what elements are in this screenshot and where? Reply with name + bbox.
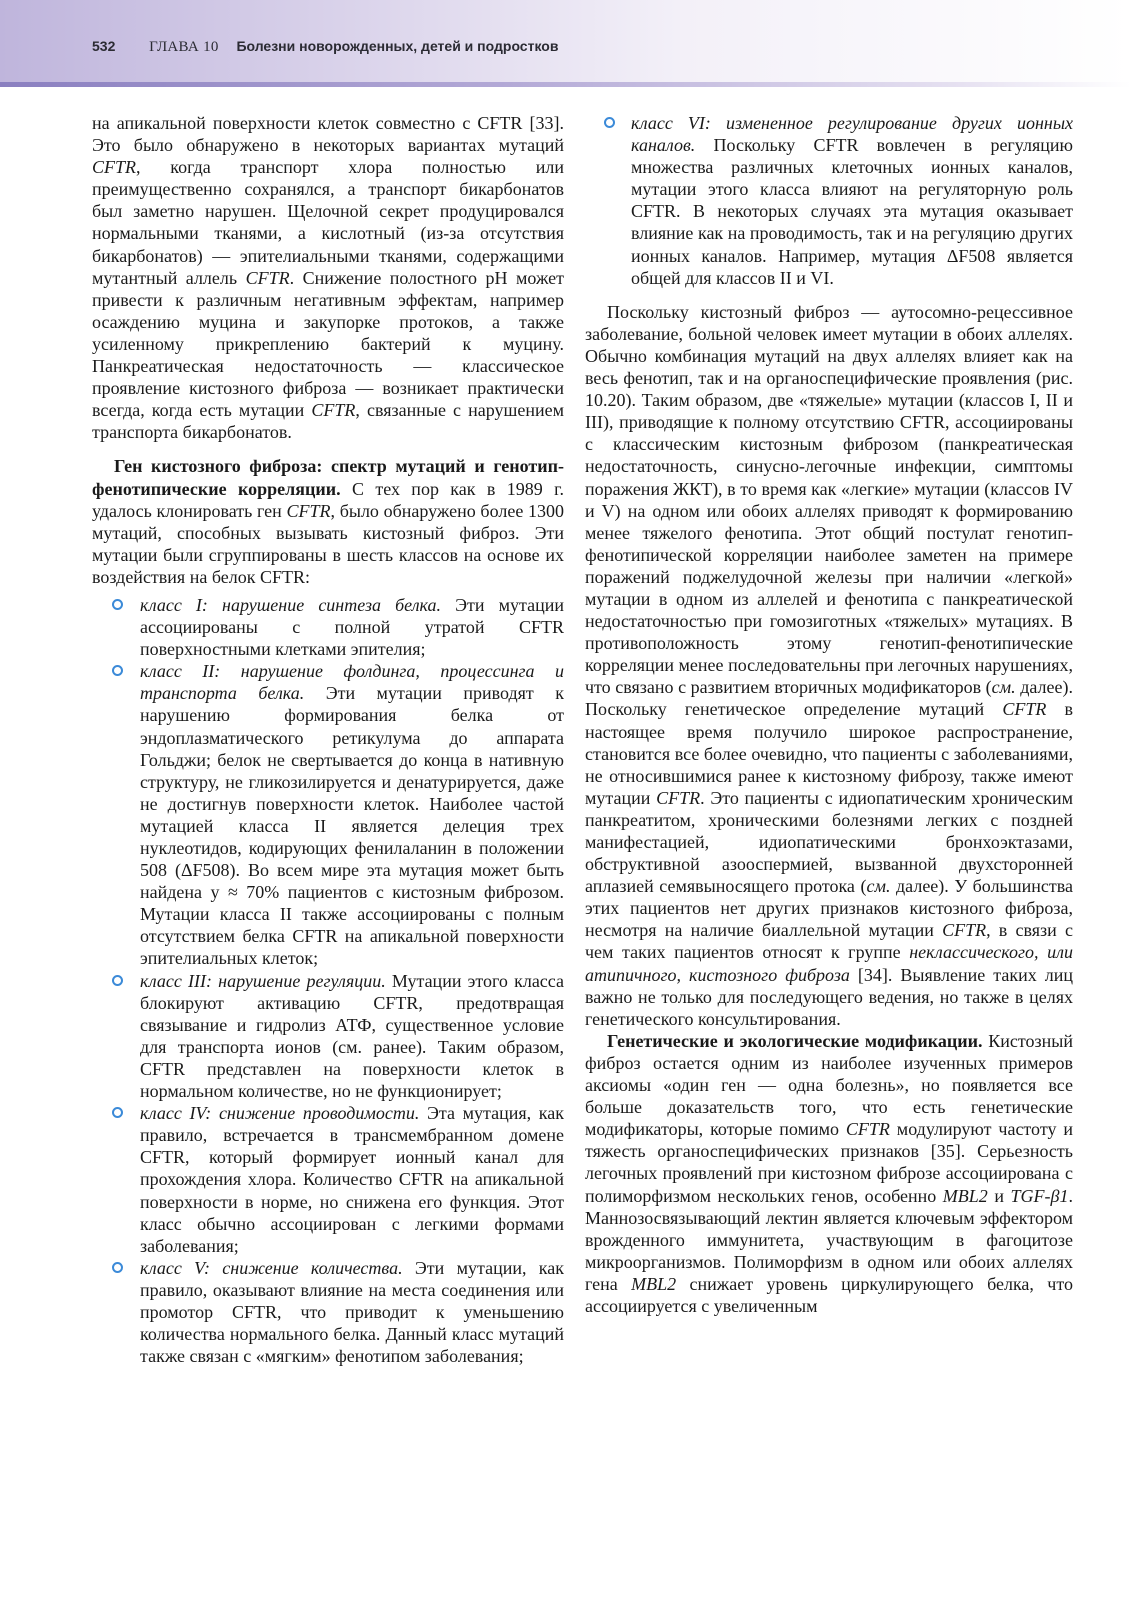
mutation-class-list-continued — [585, 112, 1073, 289]
list-item-class-2: класс II: нарушение фолдинга, процессинга и транспорта белка. Эти мутации приводят к нарушению формирования белка от эндоплазматического ретикулума до аппарата Гольджи; белок не свертывается до конца в нативную структуру, не гликозилируется и денатурируется, даже не достигнув поверхности клеток. Наиболее частой мутацией класса II является делеция трех нуклеотидов, кодирующих фенилаланин в положении 508 (ΔF508). Во всем мире эта мутация может быть найдена у ≈ 70% пациентов с кистозным фиброзом. Мутации класса II также ассоциированы с полным отсутствием белка CFTR на апикальной поверхности эпителиальных клеток; — [92, 660, 564, 969]
paragraph-genotype-phenotype: Поскольку кистозный фиброз — аутосомно-рецессивное заболевание, больной человек имеет мутации в обоих аллелях. Обычно комбинация мутаций на двух аллелях влияет как на весь фенотип, так и на органоспецифические проявления (рис. 10.20). Таким образом, две «тяжелые» мутации (классов I, II и III), приводящие к полному отсутствию CFTR, ассоциированы с классическим кистозным фиброзом (панкреатическая недостаточность, синусно-легочные инфекции, симптомы поражения ЖКТ), в то время как «легкие» мутации (классов IV и V) на одном или обоих аллелях приводят к формированию менее тяжелого фенотипа. Этот общий постулат генотип-фенотипической корреляции наиболее заметен на примере поражений поджелудочной железы при наличии «легкой» мутации в одном из аллелей и фенотипа с панкреатической недостаточностью при гомозиготных «тяжелых» мутациях. В противоположность этому генотип-фенотипические корреляции менее последовательны при легочных нарушениях, что связано с развитием вторичных модификаторов (см. далее). Поскольку генетическое определение мутаций CFTR в настоящее время получило широкое распространение, становится все более очевидно, что пациенты с заболеваниями, не относившимися ранее к кистозному фиброзу, также имеют мутации CFTR. Это пациенты с идиопатическим хроническим панкреатитом, хроническими болезнями легких с поздней манифестацией, идиопатическими бронхоэктазами, обструктивной азооспермией, вызванной двухсторонней аплазией семявыносящего протока (см. далее). У большинства этих пациентов нет других признаков кистозного фиброза, несмотря на наличие биаллельной мутации CFTR, в связи с чем таких пациентов относят к группе неклассического, или атипичного, кистозного фиброза [34]. Выявление таких лиц важно не только для последующего ведения, но также в целях генетического консультирования. — [585, 301, 1074, 1029]
bullet-icon — [112, 1262, 123, 1273]
section-heading: Генетические и экологические модификации. — [607, 1030, 983, 1051]
chapter-label: ГЛАВА 10 — [149, 39, 219, 55]
bullet-icon — [112, 975, 123, 986]
bullet-icon — [112, 665, 123, 676]
running-head — [92, 38, 558, 56]
mutation-class-list — [92, 594, 564, 1367]
bullet-icon — [112, 1107, 123, 1118]
list-item-class-3: класс III: нарушение регуляции. Мутации этого класса блокируют активацию CFTR, предотвращая связывание и гидролиз АТФ, существенное условие для транспорта ионов (см. ранее). Таким образом, CFTR представлен на поверхности клеток в нормальном количестве, но не функционирует; — [92, 970, 564, 1103]
paragraph-mutation-spectrum: Ген кистозного фиброза: спектр мутаций и генотип-фенотипические корреляции. С тех пор как в 1989 г. удалось клонировать ген CFTR, было обнаружено более 1300 мутаций, способных вызывать кистозный фиброз. Эти мутации были сгруппированы в шесть классов на основе их воздействия на белок CFTR: — [92, 456, 564, 587]
list-item-class-1: класс I: нарушение синтеза белка. Эти мутации ассоциированы с полной утратой CFTR поверхностными клетками эпителия; — [92, 594, 564, 660]
page-number: 532 — [92, 38, 116, 54]
list-item-class-5: класс V: снижение количества. Эти мутации, как правило, оказывают влияние на места соединения или промотор CFTR, что приводит к уменьшению количества нормального белка. Данный класс мутаций также связан с «мягким» фенотипом заболевания; — [92, 1257, 564, 1367]
left-column — [92, 112, 564, 1367]
header-divider — [0, 82, 1131, 87]
paragraph-continuation: на апикальной поверхности клеток совместно с CFTR [33]. Это было обнаружено в некоторых вариантах мутаций CFTR, когда транспорт хлора полностью или преимущественно сохранялся, а транспорт бикарбонатов был заметно нарушен. Щелочной секрет продуцировался нормальными тканями, а кислотный (из-за отсутствия бикарбонатов) — эпителиальными тканями, содержащими мутантный аллель CFTR. Снижение полостного pH может привести к различным негативным эффектам, например осаждению муцина и закупорке протоков, а также усиленному прикреплению бактерий к муцину. Панкреатическая недостаточность — классическое проявление кистозного фиброза — возникает практически всегда, когда есть мутации CFTR, связанные с нарушением транспорта бикарбонатов. — [92, 113, 564, 443]
right-column — [585, 112, 1073, 1317]
chapter-title: Болезни новорожденных, детей и подростков — [236, 38, 559, 54]
paragraph-modifiers: Генетические и экологические модификации. Кистозный фиброз остается одним из наиболее изученных примеров аксиомы «один ген — одна болезнь», но появляется все больше доказательств того, что есть генетические модификаторы, которые помимо CFTR модулируют частоту и тяжесть органоспецифических признаков [35]. Серьезность легочных проявлений при кистозном фиброзе ассоциирована с полиморфизмом нескольких генов, особенно MBL2 и TGF-β1. Маннозосвязывающий лектин является ключевым эффектором врожденного иммунитета, участвующим в фагоцитозе микроорганизмов. Полиморфизм в одном или обоих аллелях гена MBL2 снижает уровень циркулирующего белка, что ассоциируется с увеличенным — [585, 1030, 1073, 1316]
section-heading: Ген кистозного фиброза: спектр мутаций и генотип-фенотипические корреляции. — [92, 456, 564, 499]
list-item-class-6: класс VI: измененное регулирование других ионных каналов. Поскольку CFTR вовлечен в регуляцию множества различных клеточных ионных каналов, мутации этого класса влияют на регуляторную роль CFTR. В некоторых случаях эта мутация оказывает влияние как на проводимость, так и на регуляцию других ионных каналов. Например, мутация ΔF508 является общей для классов II и VI. — [585, 112, 1073, 289]
bullet-icon — [112, 599, 123, 610]
bullet-icon — [604, 117, 615, 128]
list-item-class-4: класс IV: снижение проводимости. Эта мутация, как правило, встречается в трансмембранном домене CFTR, который формирует ионный канал для прохождения хлора. Количество CFTR на апикальной поверхности в норме, но снижена его функция. Этот класс обычно ассоциирован с легкими формами заболевания; — [92, 1102, 564, 1257]
